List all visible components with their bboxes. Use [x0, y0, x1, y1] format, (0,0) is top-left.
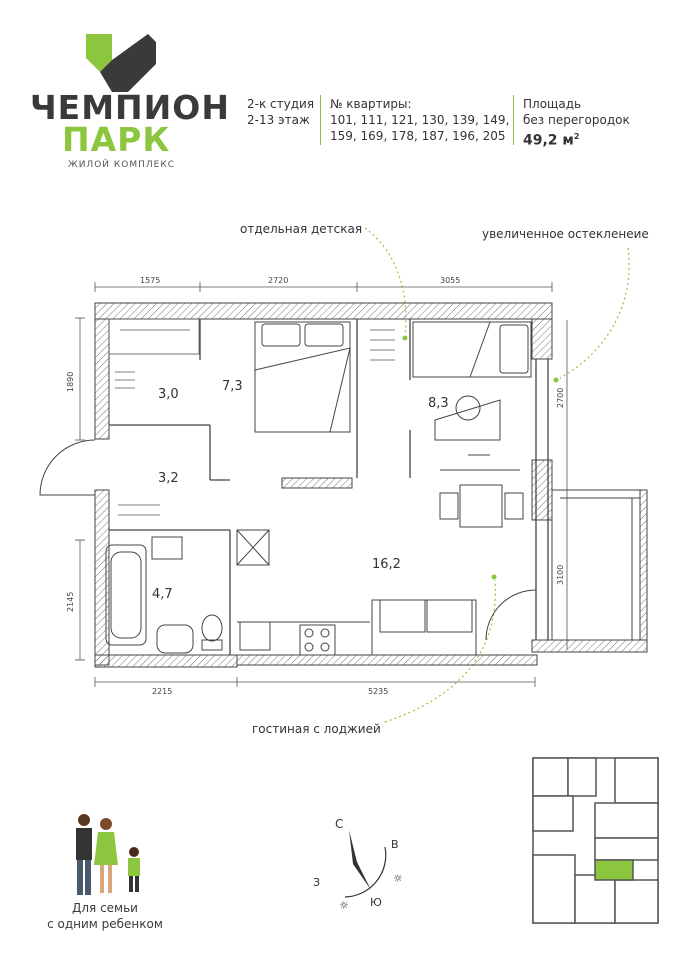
room-label-bedroom: 7,3	[222, 379, 243, 394]
dim-bottom-1: 2215	[152, 687, 173, 696]
area-number: 49,2 м	[523, 132, 574, 149]
sofa	[372, 600, 476, 655]
dim-top-1: 1575	[140, 276, 161, 285]
area-title: Площадь	[523, 97, 582, 111]
dim-top-3: 3055	[440, 276, 461, 285]
compass-west: З	[313, 876, 321, 889]
beds	[255, 322, 531, 432]
brand-name-2: ПАРК	[62, 120, 171, 159]
family-illustration	[62, 810, 152, 900]
apts-title: № квартиры:	[330, 97, 412, 111]
highlighted-apartment	[595, 860, 633, 880]
apts-line2: 159, 169, 178, 187, 196, 205	[330, 129, 506, 143]
room-label-wardrobe: 3,0	[158, 387, 179, 402]
sun-icon: ☼	[393, 872, 403, 885]
dim-top-2: 2720	[268, 276, 289, 285]
dim-left-2: 2145	[66, 591, 75, 612]
dim-right-1: 2700	[556, 387, 565, 408]
room-label-kids: 8,3	[428, 396, 449, 411]
sun-icon: ☼	[339, 899, 349, 912]
dim-left-1: 1890	[66, 371, 75, 392]
compass-south: Ю	[370, 896, 382, 909]
compass	[305, 812, 415, 912]
family-line1: Для семьи	[72, 901, 138, 915]
room-label-bath: 4,7	[152, 587, 173, 602]
callout-kids-room: отдельная детская	[240, 222, 363, 236]
kitchen	[237, 530, 370, 655]
floor-overview-map	[525, 755, 665, 930]
area-sub: без перегородок	[523, 113, 630, 127]
loggia	[552, 490, 647, 640]
entry-door-arc	[40, 440, 95, 495]
dim-bottom-2: 5235	[368, 687, 389, 696]
family-caption	[30, 900, 180, 932]
room-label-hall: 3,2	[158, 471, 179, 486]
compass-north: С	[335, 817, 344, 831]
callout-dots	[403, 336, 559, 580]
callout-glazing: увеличенное остекленеие	[482, 227, 649, 241]
family-line2: с одним ребенком	[47, 917, 163, 931]
flat-type-line1: 2-к студия	[247, 97, 315, 111]
brand-tagline: ЖИЛОЙ КОМПЛЕКС	[68, 160, 176, 170]
area-unit-sup: 2	[573, 132, 580, 141]
compass-east: В	[391, 838, 399, 851]
room-label-living: 16,2	[372, 557, 401, 572]
apts-line1: 101, 111, 121, 130, 139, 149,	[330, 113, 510, 127]
dim-right-2: 3100	[556, 564, 565, 585]
callout-living: гостиная с лоджией	[252, 722, 381, 736]
dining-table	[440, 485, 523, 527]
flat-type-line2: 2-13 этаж	[247, 113, 310, 127]
brand-name: ЧЕМПИОН	[30, 88, 230, 127]
